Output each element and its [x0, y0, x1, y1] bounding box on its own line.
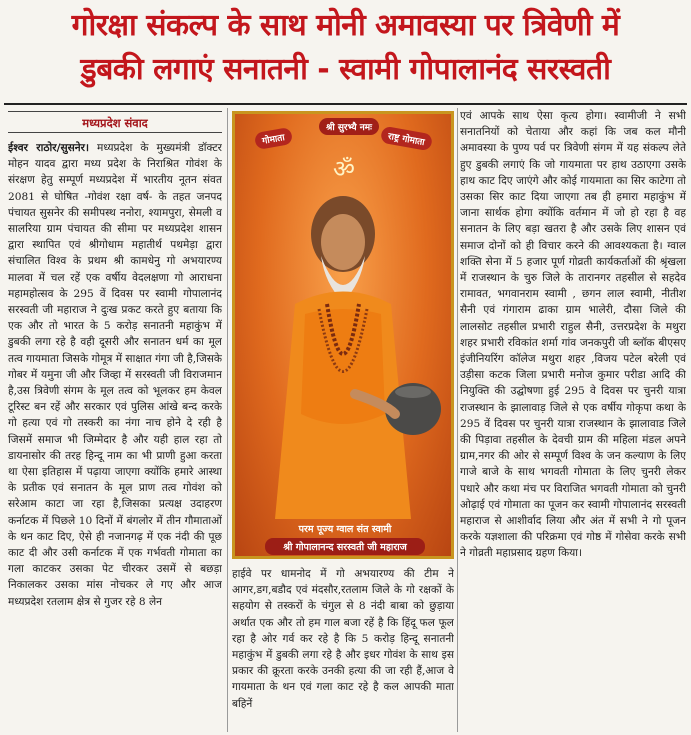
headline-line-1: गोरक्षा संकल्प के साथ मोनी अमावस्या पर त्रिवेणी में	[71, 8, 620, 43]
photo-badge-top: श्री सुरभ्यै नमः	[319, 118, 379, 135]
column-divider	[227, 108, 228, 732]
article-column-right	[460, 108, 686, 732]
article-text-right: एवं आपके साथ ऐसा कृत्य होगा। स्वामीजी ने सभी सनातनियों को चेताया और कहां कि जब कल मौनी अमावस्या के पुण्य पर्व पर त्रिवेणी संगम में यह संकल्प लेते हुए डुबकी लगाएं कि जो गायमाता पर हाथ उठाएगा उसके हाथ काट दिए जाएंगे और कोई गायमाता का सिर काटेगा तो उसका सिर काट दिया जाएगा तब ही हमारा महाकुंभ में जाना सार्थक होगा क्योंकि वर्तमान में जो हो रहा है वह सनातन के लिए बड़ा खतरा है और उसके लिए शासन एवं समाज दोनों को ही विचार करने की आवश्यकता है। ग्वाल शक्ति सेना में 5 हजार पूर्ण गोव्रती कार्यकर्ताओं की श्रृंखला में राजस्थान के चुरु जिले के तारानगर तहसील से सहदेव रामावत, भगवानराम स्वामी , छगन लाल स्वामी, नीतीश सैनी एवं गंगाराम ढाका ग्राम भालेरी, दौसा जिले की लालसोट तहसील प्रभारी राहुल सैनी, उत्तरप्रदेश के मथुरा शहर प्रभारी रविकांत शर्मा गांव जनकपुरी जी ब्लॉक बीएसए इंजीनियरिंग कॉलेज मथुरा शहर ,विजय पटेल बरेली एवं उड़ीसा कटक जिला प्रभारी मनोज कुमार परीडा आदि की नियुक्ति की उद्घोषणा हुई 295 वे दिवस पर चुनरी यात्रा राजस्थान के झालावाड़ जिले से एक वर्षीय गोकृपा कथा के 295 वें दिवस पर चुनरी यात्रा राजस्थान के झालावाड जिले की पिड़ावा तहसील के देवची ग्राम की महिला मंडल अपने ग्राम,नगर की ओर से सम्पूर्ण विश्व के जन कल्याण के लिए गाजे बाजे के साथ भगवती गोमाता के लिए चुनरी लेकर पधारे और कथा मंच पर विराजित भगवती गोमाता को चुनरी ओढ़ाई एवं गोमाता का पूजन कर स्वामी गोपालानंद सरस्वती महाराज से आशीर्वाद लिया और अंत में सभी ने गो पूजन करके यज्ञशाला की परिक्रमा एवं गोष्ठ में गोसेवा करके सभी ने गोव्रती महाप्रसाद ग्रहण किया।	[460, 110, 686, 560]
photo-badge-left: गोमाता	[254, 127, 293, 150]
article-column-middle	[232, 566, 454, 732]
column-divider	[457, 108, 458, 732]
om-symbol-icon: ॐ	[333, 155, 355, 183]
headline-line-2: डुबकी लगाएं सनातनी - स्वामी गोपालानंद सरस्वती	[80, 52, 611, 87]
section-label: मध्यप्रदेश संवाद	[8, 111, 222, 133]
headline-rule	[4, 103, 687, 105]
article-column-left	[8, 140, 222, 732]
article-text-left: मध्यप्रदेश के मुख्यमंत्री डॉक्टर मोहन यादव द्वारा मध्य प्रदेश के निराश्रित गोवंश के संरक्षण हेतु सम्पूर्ण मध्यप्रदेश में भारतीय नूतन संवत 2081 से घोषित -गोवंश रक्षा वर्ष- के तहत जनपद पंचायत सुसनेर की समीपस्थ ननोरा, श्यामपुरा, सेमली व सालरिया ग्राम पंचायत की सीमा पर मध्यप्रदेश शासन द्वारा स्थापित एवं श्रीगोधाम महातीर्थ पथमेड़ा द्वारा संचालित विश्व के प्रथम श्री कामधेनु गो अभयारण्य मालवा में चल रहें एक वर्षीय वेदलक्षणा गो आराधना महामहोत्सव के 295 वें दिवस पर स्वामी गोपालानंद सरस्वती जी महाराज ने दुःख प्रकट करते हुए बताया कि एक और तो भारत के 5 करोड़ सनातनी महाकुंभ में डुबकी लगा रहे है वही दूसरी और सनातन धर्म का मूल तत्व गायमाता जिसके गोमूत्र में साक्षात गंगा जी है,जिसके गोबर में यमुना जी और जिव्हा में सरस्वती जी विराजमान है,उस त्रिवेणी संगम के मूल तत्व को भूलकर हम केवल टूरिस्ट बन रहें और सरकार एवं पुलिस आंखे बन्द करके गो हत्या एवं गो तस्करी का नंगा नाच होने दे रही है जिसमें समाज भी जिम्मेदार है और यही हाल रहा तो डायनासोर की तरह हिन्दू नाम का भी प्राणी हुआ करता था ऐसा इतिहास में पढ़ाया जाएगा क्योंकि हमारे आस्था के प्रतीक एवं सनातन के मूल प्राण तत्व गोवंश को सरेआम काटा जा रहा है,जिसका प्रत्यक्ष उदाहरण कर्नाटक में पिछले 10 दिनों में बंगलोर में तीन गौमाताओं के थन काट दिए, ऐसे ही नजानगढ़ में एक नंदी की पूछ काट दी और उसी कर्नाटक में एक गर्भवती गोमाता का गला काटकर उसका पेट चीरकर उसमें से बछड़ा निकालकर उसका मांस नोचकर ले गए और आज मध्यप्रदेश रतलाम क्षेत्र से गुजर रहे 8 लेन	[8, 142, 222, 608]
byline: ईश्वर राठोर/सुसनेर।	[8, 142, 89, 154]
photo-caption-line-1: परम पूज्य ग्वाल संत स्वामी	[298, 524, 392, 535]
portrait-figure	[235, 164, 451, 519]
headline	[4, 4, 687, 100]
photo-badge-right: राष्ट्र गोमाता	[380, 126, 433, 152]
article-text-middle: हाईवे पर धामनोद में गो अभयारण्य की टीम ने आगर,डग,बडौद एवं मंदसौर,रतलाम जिले के गो रक्षकों के सहयोग से तस्करों के चंगुल से 8 नंदी बाबा को छुड़ाया अर्थात एक और तो हम गाल बजा रहें है कि हिंदू फल फूल रहा है ओर गर्व कर रहे है कि 5 करोड़ हिन्दू सनातनी महाकुंभ में डुबकी लगा रहे है और इधर गोवंश के साथ इस प्रकार की क्रूरता करके उनकी हत्या की जा रही हैं,आज वे गायमाता के थन एवं गला काट रहे है कल आपकी माता बहिनें	[232, 568, 454, 710]
photo-caption-line-2: श्री गोपालानन्द सरस्वती जी महाराज	[265, 538, 425, 555]
swami-photo	[232, 111, 454, 559]
